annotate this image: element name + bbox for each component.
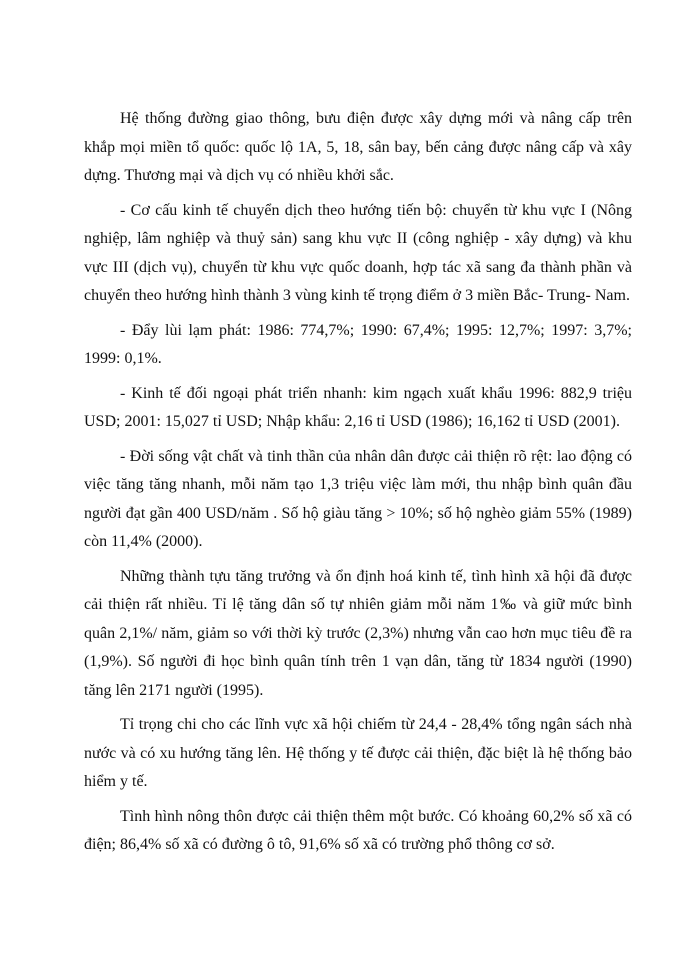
paragraph-foreign-trade: - Kinh tế đối ngoại phát triển nhanh: kim ngạch xuất khẩu 1996: 882,9 triệu USD; 2001: 15,027 tỉ USD; Nhập khẩu: 2,16 tỉ USD (1986); 16,162 tỉ USD (2001). (84, 384, 632, 430)
document-page (84, 105, 632, 866)
paragraph-social-spending: Tỉ trọng chi cho các lĩnh vực xã hội chiếm từ 24,4 - 28,4% tổng ngân sách nhà nước và có xu hướng tăng lên. Hệ thống y tế được cải thiện, đặc biệt là hệ thống bảo hiểm y tế. (84, 716, 632, 790)
paragraph-infrastructure: Hệ thống đường giao thông, bưu điện được xây dựng mới và nâng cấp trên khắp mọi miền tổ quốc: quốc lộ 1A, 5, 18, sân bay, bến cảng được nâng cấp và xây dựng. Thương mại và dịch vụ có nhiều khởi sắc. (84, 110, 632, 184)
paragraph-social-achievements: Những thành tựu tăng trưởng và ổn định hoá kinh tế, tình hình xã hội đã được cải thiện rất nhiều. Tỉ lệ tăng dân số tự nhiên giảm mỗi năm 1‰ và giữ mức bình quân 2,1%/ năm, giảm so với thời kỳ trước (2,3%) nhưng vẫn cao hơn mục tiêu đề ra (1,9%). Số người đi học bình quân tính trên 1 vạn dân, tăng từ 1834 người (1990) tăng lên 2171 người (1995). (84, 567, 632, 699)
paragraph-living-standards: - Đời sống vật chất và tinh thần của nhân dân được cải thiện rõ rệt: lao động có việc tăng tăng nhanh, mỗi năm tạo 1,3 triệu việc làm mới, thu nhập bình quân đầu người đạt gần 400 USD/năm . Số hộ giàu tăng > 10%; số hộ nghèo giảm 55% (1989) còn 11,4% (2000). (84, 447, 632, 550)
paragraph-rural-development: Tình hình nông thôn được cải thiện thêm một bước. Có khoảng 60,2% số xã có điện; 86,4% số xã có đường ô tô, 91,6% số xã có trường phổ thông cơ sở. (84, 807, 632, 853)
paragraph-economic-structure: - Cơ cấu kinh tế chuyển dịch theo hướng tiến bộ: chuyển từ khu vực I (Nông nghiệp, lâm nghiệp và thuỷ sản) sang khu vực II (công nghiệp - xây dựng) và khu vực III (dịch vụ), chuyển từ khu vực quốc doanh, hợp tác xã sang đa thành phần và chuyển theo hướng hình thành 3 vùng kinh tế trọng điểm ở 3 miền Bắc- Trung- Nam. (84, 201, 632, 304)
paragraph-inflation: - Đẩy lùi lạm phát: 1986: 774,7%; 1990: 67,4%; 1995: 12,7%; 1997: 3,7%; 1999: 0,1%. (84, 321, 632, 367)
